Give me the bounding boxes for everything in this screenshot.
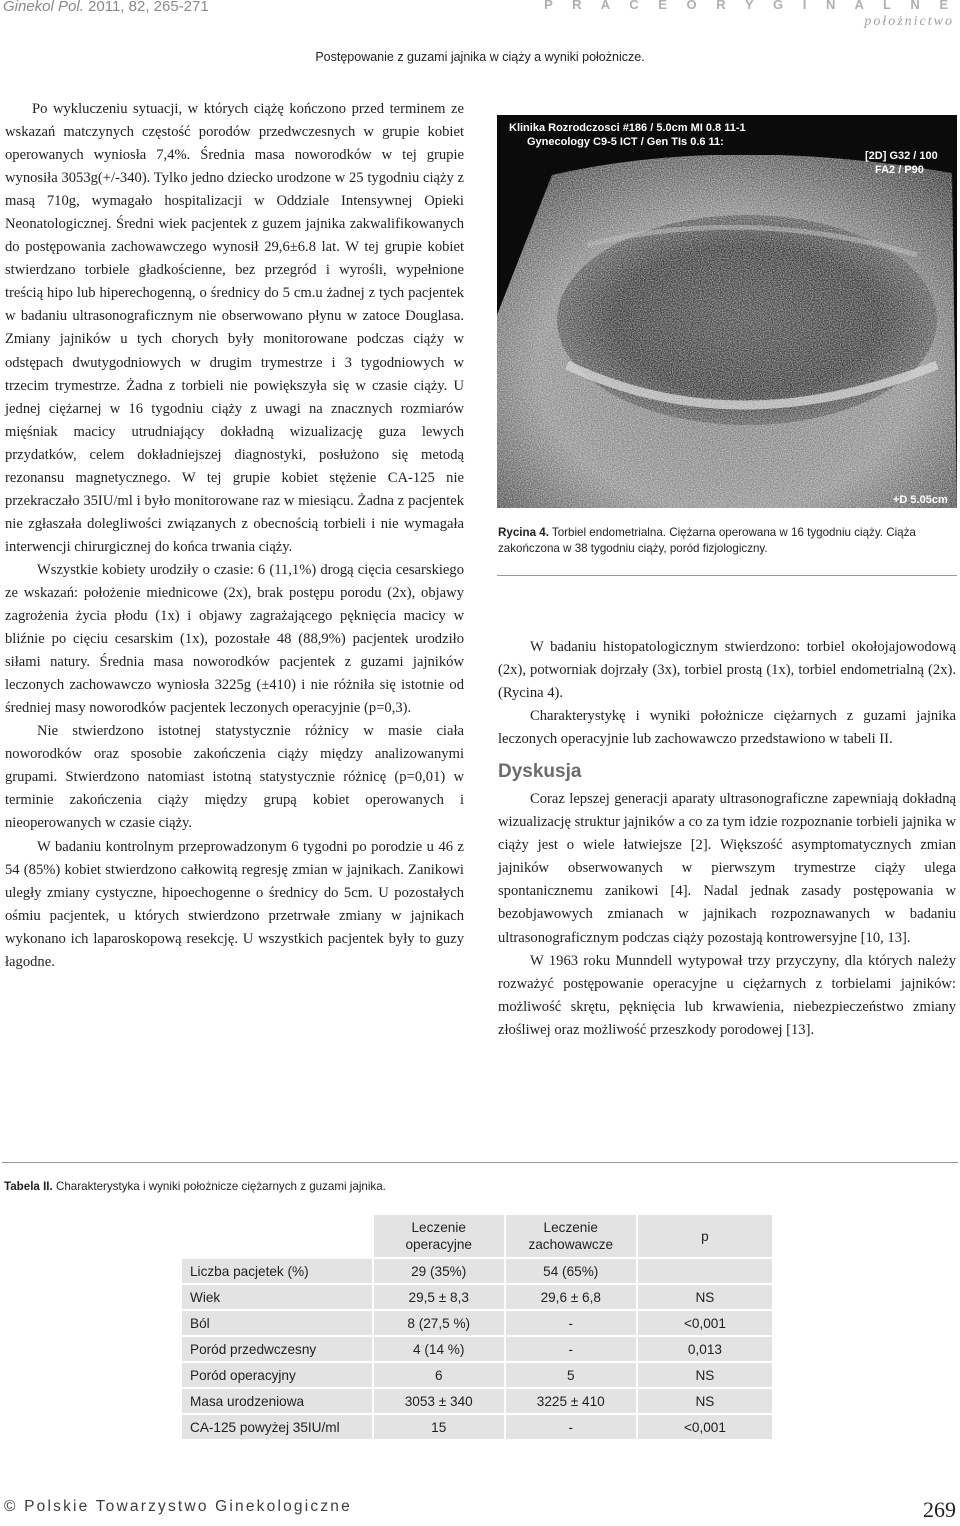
table-cell: <0,001 — [638, 1311, 772, 1335]
page-number: 269 — [923, 1497, 956, 1522]
table-header-row — [182, 1215, 772, 1257]
table-cell: 15 — [374, 1415, 504, 1439]
table-cell: NS — [638, 1389, 772, 1413]
table-row — [182, 1311, 772, 1335]
data-table — [180, 1213, 774, 1441]
figure-caption-label: Rycina 4. — [498, 526, 549, 539]
paragraph: Coraz lepszej generacji aparaty ultrasonograficzne zapewniają dokładną wizualizację struktur jajników a co za tym idzie rozpoznanie torbieli jajnika w ciąży jest o wiele łatwiejsze [2]. Większość asymptomatycznych zmian jajników obserwowanych w pierwszym trymestrze ciąży ulega spontanicznemu zanikowi [4]. Nadal jednak zasady postępowania w bezobjawowych zmianach w jajnikach rozpoznawanych w badaniu ultrasonograficznym podczas ciąży pozostają kontrowersyjne [10, 13]. — [498, 791, 956, 946]
paragraph: W 1963 roku Munndell wytypował trzy przyczyny, dla których należy rozważyć postępowanie operacyjne u ciężarnych z torbielami jajników: możliwość skrętu, pęknięcia lub krwawienia, niebezpieczeństwo zmiany złośliwej oraz możliwość przeszkody porodowej [13]. — [498, 952, 956, 1038]
ultrasound-figure — [497, 115, 957, 508]
table-cell: Masa urodzeniowa — [182, 1389, 372, 1413]
table-cell: Poród operacyjny — [182, 1363, 372, 1387]
running-title: Postępowanie z guzami jajnika w ciąży a wyniki położnicze. — [315, 50, 645, 64]
journal-name: Ginekol Pol. — [3, 0, 84, 15]
table-divider — [2, 1162, 958, 1163]
citation-numbers: 2011, 82, 265-271 — [83, 0, 209, 15]
table-cell: NS — [638, 1285, 772, 1309]
section-label: P R A C E O R Y G I N A L N E — [544, 0, 956, 12]
table-header-cell: Leczenie operacyjne — [374, 1215, 504, 1257]
section-sublabel: położnictwo — [864, 14, 954, 29]
table-caption — [4, 1180, 386, 1193]
table-cell: 3053 ± 340 — [374, 1389, 504, 1413]
table-cell: Ból — [182, 1311, 372, 1335]
table-cell: 29,5 ± 8,3 — [374, 1285, 504, 1309]
overlay-line: Gynecology C9-5 ICT / Gen TIs 0.6 11: — [527, 136, 724, 148]
table-cell: 29,6 ± 6,8 — [506, 1285, 636, 1309]
table-cell: 8 (27,5 %) — [374, 1311, 504, 1335]
table-cell: 3225 ± 410 — [506, 1389, 636, 1413]
table-row — [182, 1337, 772, 1361]
figure-caption-text: Torbiel endometrialna. Ciężarna operowana w 16 tygodniu ciąży. Ciąża zakończona w 38 tygodniu ciąży, poród fizjologiczny. — [498, 526, 916, 555]
figure-caption — [498, 525, 956, 557]
table-cell: <0,001 — [638, 1415, 772, 1439]
table-row — [182, 1363, 772, 1387]
table-cell: 29 (35%) — [374, 1259, 504, 1283]
overlay-line: Klinika Rozrodczosci #186 / 5.0cm MI 0.8 11-1 — [509, 122, 746, 134]
paragraph: Wszystkie kobiety urodziły o czasie: 6 (11,1%) drogą cięcia cesarskiego ze wskazań: położenie miednicowe (2x), brak postępu porodu (2x), objawy zagrożenia życia płodu (1x) i objawy zagrażającego pęknięcia macicy w bliźnie po cięciu cesarskim (1x), pozostałe 48 (88,9%) pacjentek urodziło siłami natury. Średnia masa noworodków pacjentek z guzami jajników leczonych zachowawczo wyniosła 3225g (±410) i nie różniła się istotnie od średniej masy noworodków pacjentek leczonych operacyjnie (p=0,3). — [5, 561, 464, 717]
table-row — [182, 1259, 772, 1283]
section-heading: Dyskusja — [498, 761, 582, 783]
table-cell: - — [506, 1415, 636, 1439]
table-header-cell: p — [638, 1215, 772, 1257]
table-row — [182, 1415, 772, 1439]
table-cell: 5 — [506, 1363, 636, 1387]
table-cell: 4 (14 %) — [374, 1337, 504, 1361]
footer-society: © Polskie Towarzystwo Ginekologiczne — [4, 1498, 352, 1515]
table-cell: Liczba pacjetek (%) — [182, 1259, 372, 1283]
table-cell — [638, 1259, 772, 1283]
table-cell: - — [506, 1311, 636, 1335]
right-text-column — [498, 636, 956, 1042]
overlay-line: [2D] G32 / 100 — [865, 150, 938, 162]
paragraph: Charakterystykę i wyniki położnicze ciężarnych z guzami jajnika leczonych operacyjnie lub zachowawczo przedstawiono w tabeli II. — [498, 708, 956, 748]
paragraph: W badaniu kontrolnym przeprowadzonym 6 tygodni po porodzie u 46 z 54 (85%) kobiet stwierdzono całkowitą regresję zmian w jajnikach. Zanikowi uległy zmiany cystyczne, hipoechogenne o średnicy do 5cm. U pozostałych ośmiu pacjentek, u których stwierdzono przetrwałe zmiany w jajnikach wykonano ich laparoskopową resekcję. U wszystkich pacjentek były to guzy łagodne. — [5, 838, 464, 970]
table-caption-text: Charakterystyka i wyniki położnicze ciężarnych z guzami jajnika. — [52, 1180, 386, 1193]
table-header-cell — [182, 1215, 372, 1257]
paragraph: W badaniu histopatologicznym stwierdzono: torbiel okołojajowodową (2x), potworniak dojrzały (3x), torbiel prostą (1x), torbiel endometrialną (2x). (Rycina 4). — [498, 639, 956, 702]
table-header-cell: Leczenie zachowawcze — [506, 1215, 636, 1257]
table-cell: CA-125 powyżej 35IU/ml — [182, 1415, 372, 1439]
table-row — [182, 1389, 772, 1413]
table-cell: Poród przedwczesny — [182, 1337, 372, 1361]
paragraph: Nie stwierdzono istotnej statystycznie różnicy w masie ciała noworodków oraz sposobie zakończenia ciąży między analizowanymi grupami. Stwierdzono natomiast istotną statystycznie różnicę (p=0,01) w terminie zakończenia ciąży między grupą kobiet operowanych i nieoperowanych w czasie ciąży. — [5, 723, 464, 832]
table-cell: 54 (65%) — [506, 1259, 636, 1283]
table-row — [182, 1285, 772, 1309]
table-cell: 6 — [374, 1363, 504, 1387]
paragraph: Po wykluczeniu sytuacji, w których ciążę kończono przed terminem ze wskazań matczynych częstość porodów przedwczesnych w grupie kobiet operowanych wyniosła 7,4%. Średnia masa noworodków w tej grupie wynosiła 3053g(+/-340). Tylko jedno dziecko urodzone w 25 tygodniu ciąży z masą 710g, wymagało hospitalizacji w Oddziale Intensywnej Opieki Neonatologicznej. Średni wiek pacjentek z guzem jajnika zakwalifikowanych do postępowania zachowawczego wynosił 29,6±6.8 lat. W tej grupie kobiet stwierdzano torbiele gładkościenne, bez przegród i wyrośli, wypełnione treścią hipo lub hiperechogenną, o średnicy do 5 cm.u żadnej z tych pacjentek w badaniu ultrasonograficznym nie obserwowano płynu w zatoce Douglasa. Zmiany jajników u tych chorych były monitorowane podczas ciąży w odstępach dwutygodniowych w drugim trymestrze i 3 tygodniowych w trzecim trymestrze. Żadna z torbieli nie powiększyła się w czasie ciąży. U jednej ciężarnej w 16 tygodniu ciąży z uwagi na znacznych rozmiarów mięśniak macicy utrudniający dokładną wizualizację guza lewych przydatków, celem dokładniejszej diagnostyki, posłużono się metodą rezonansu magnetycznego. W tej grupie kobiet stężenie CA-125 nie przekraczało 35IU/ml i było monitorowane raz w miesiącu. Żadna z pacjentek nie zgłaszała dolegliwości związanych z obecnością torbieli i nie wymagała interwencji chirurgicznej do końca trwania ciąży. — [5, 101, 464, 555]
table-caption-label: Tabela II. — [4, 1180, 53, 1193]
left-text-column — [5, 98, 464, 974]
ultrasound-image — [497, 115, 957, 508]
overlay-line: FA2 / P90 — [875, 164, 924, 176]
journal-citation — [3, 0, 209, 15]
table-cell: 0,013 — [638, 1337, 772, 1361]
scan-sector — [497, 155, 957, 508]
depth-label: +D 5.05cm — [893, 494, 948, 506]
column-divider — [497, 575, 957, 576]
table-cell: Wiek — [182, 1285, 372, 1309]
table-cell: NS — [638, 1363, 772, 1387]
table-cell: - — [506, 1337, 636, 1361]
